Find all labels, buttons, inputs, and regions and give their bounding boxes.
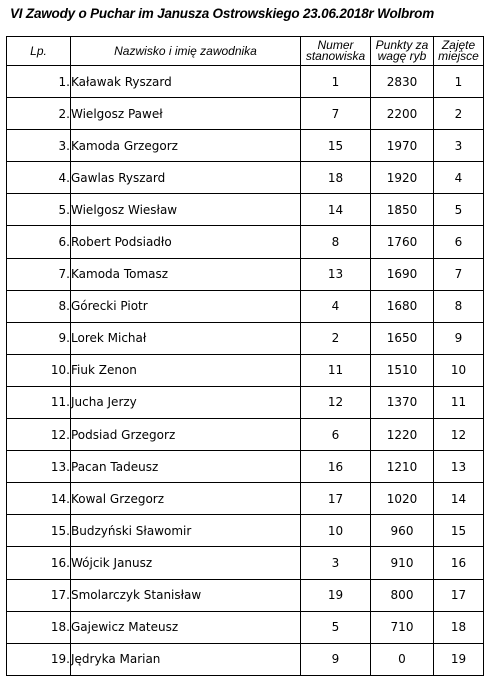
cell-points: 1680: [371, 290, 434, 322]
cell-lp: 15.: [7, 515, 71, 547]
table-header-row: [7, 37, 484, 66]
cell-name: Gajewicz Mateusz: [71, 611, 301, 643]
cell-lp: 19.: [7, 643, 71, 675]
cell-lp: 3.: [7, 130, 71, 162]
cell-station: 15: [301, 130, 371, 162]
cell-points: 1690: [371, 258, 434, 290]
cell-station: 8: [301, 226, 371, 258]
cell-station: 10: [301, 515, 371, 547]
table-row: [7, 130, 484, 162]
table-row: [7, 258, 484, 290]
cell-place: 7: [434, 258, 484, 290]
cell-name: Lorek Michał: [71, 322, 301, 354]
cell-lp: 12.: [7, 419, 71, 451]
cell-points: 960: [371, 515, 434, 547]
table-row: [7, 643, 484, 675]
cell-station: 3: [301, 547, 371, 579]
cell-place: 6: [434, 226, 484, 258]
cell-points: 1020: [371, 483, 434, 515]
cell-place: 13: [434, 451, 484, 483]
cell-place: 1: [434, 66, 484, 98]
cell-lp: 18.: [7, 611, 71, 643]
cell-name: Wielgosz Paweł: [71, 98, 301, 130]
cell-name: Kaławak Ryszard: [71, 66, 301, 98]
cell-name: Wójcik Janusz: [71, 547, 301, 579]
cell-place: 8: [434, 290, 484, 322]
header-points-line2: wagę ryb: [377, 49, 427, 63]
cell-place: 15: [434, 515, 484, 547]
cell-name: Jędryka Marian: [71, 643, 301, 675]
table-row: [7, 162, 484, 194]
cell-place: 2: [434, 98, 484, 130]
cell-name: Robert Podsiadło: [71, 226, 301, 258]
cell-lp: 16.: [7, 547, 71, 579]
cell-station: 6: [301, 419, 371, 451]
table-row: [7, 354, 484, 386]
cell-lp: 17.: [7, 579, 71, 611]
document-title: VI Zawody o Puchar im Janusza Ostrowskiego 23.06.2018r Wolbrom: [10, 6, 434, 21]
header-points-line1: Punkty za: [375, 38, 429, 52]
table-row: [7, 322, 484, 354]
cell-place: 19: [434, 643, 484, 675]
header-place: [434, 37, 484, 66]
table-body: [7, 66, 484, 676]
cell-points: 0: [371, 643, 434, 675]
cell-station: 4: [301, 290, 371, 322]
cell-name: Fiuk Zenon: [71, 354, 301, 386]
cell-station: 7: [301, 98, 371, 130]
table-row: [7, 451, 484, 483]
cell-points: 1920: [371, 162, 434, 194]
cell-points: 1850: [371, 194, 434, 226]
cell-station: 19: [301, 579, 371, 611]
cell-station: 9: [301, 643, 371, 675]
header-name: Nazwisko i imię zawodnika: [71, 37, 301, 66]
cell-place: 3: [434, 130, 484, 162]
cell-name: Jucha Jerzy: [71, 386, 301, 418]
cell-lp: 5.: [7, 194, 71, 226]
cell-name: Smolarczyk Stanisław: [71, 579, 301, 611]
cell-lp: 8.: [7, 290, 71, 322]
cell-points: 2200: [371, 98, 434, 130]
cell-lp: 13.: [7, 451, 71, 483]
cell-points: 1220: [371, 419, 434, 451]
cell-points: 1650: [371, 322, 434, 354]
cell-name: Podsiad Grzegorz: [71, 419, 301, 451]
cell-station: 18: [301, 162, 371, 194]
cell-points: 800: [371, 579, 434, 611]
cell-station: 2: [301, 322, 371, 354]
cell-place: 12: [434, 419, 484, 451]
cell-lp: 1.: [7, 66, 71, 98]
table-row: [7, 66, 484, 98]
cell-name: Górecki Piotr: [71, 290, 301, 322]
cell-place: 5: [434, 194, 484, 226]
cell-station: 12: [301, 386, 371, 418]
cell-points: 710: [371, 611, 434, 643]
cell-station: 1: [301, 66, 371, 98]
cell-points: 1370: [371, 386, 434, 418]
results-table: [6, 36, 484, 676]
cell-name: Pacan Tadeusz: [71, 451, 301, 483]
table-row: [7, 483, 484, 515]
cell-station: 14: [301, 194, 371, 226]
header-place-line2: miejsce: [438, 49, 479, 63]
cell-name: Budzyński Sławomir: [71, 515, 301, 547]
cell-points: 1510: [371, 354, 434, 386]
cell-station: 17: [301, 483, 371, 515]
cell-station: 11: [301, 354, 371, 386]
cell-points: 910: [371, 547, 434, 579]
table-row: [7, 515, 484, 547]
cell-station: 5: [301, 611, 371, 643]
cell-place: 9: [434, 322, 484, 354]
table-row: [7, 386, 484, 418]
cell-lp: 10.: [7, 354, 71, 386]
header-place-line1: Zajęte: [441, 38, 476, 52]
table-row: [7, 194, 484, 226]
table-row: [7, 579, 484, 611]
cell-name: Wielgosz Wiesław: [71, 194, 301, 226]
cell-points: 1970: [371, 130, 434, 162]
cell-lp: 7.: [7, 258, 71, 290]
cell-place: 17: [434, 579, 484, 611]
table-row: [7, 547, 484, 579]
cell-name: Kowal Grzegorz: [71, 483, 301, 515]
header-station-line2: stanowiska: [305, 49, 366, 63]
cell-points: 1210: [371, 451, 434, 483]
table-row: [7, 98, 484, 130]
cell-lp: 6.: [7, 226, 71, 258]
cell-place: 14: [434, 483, 484, 515]
cell-place: 10: [434, 354, 484, 386]
cell-station: 13: [301, 258, 371, 290]
cell-name: Kamoda Grzegorz: [71, 130, 301, 162]
header-points: [371, 37, 434, 66]
cell-name: Kamoda Tomasz: [71, 258, 301, 290]
cell-place: 11: [434, 386, 484, 418]
cell-place: 18: [434, 611, 484, 643]
table-row: [7, 419, 484, 451]
cell-points: 2830: [371, 66, 434, 98]
cell-lp: 4.: [7, 162, 71, 194]
cell-lp: 11.: [7, 386, 71, 418]
cell-place: 4: [434, 162, 484, 194]
cell-lp: 9.: [7, 322, 71, 354]
table-row: [7, 611, 484, 643]
table-row: [7, 226, 484, 258]
header-station: [301, 37, 371, 66]
header-station-line1: Numer: [317, 38, 354, 52]
cell-points: 1760: [371, 226, 434, 258]
cell-place: 16: [434, 547, 484, 579]
cell-lp: 2.: [7, 98, 71, 130]
cell-name: Gawlas Ryszard: [71, 162, 301, 194]
header-lp: Lp.: [7, 37, 71, 66]
cell-lp: 14.: [7, 483, 71, 515]
table-row: [7, 290, 484, 322]
cell-station: 16: [301, 451, 371, 483]
